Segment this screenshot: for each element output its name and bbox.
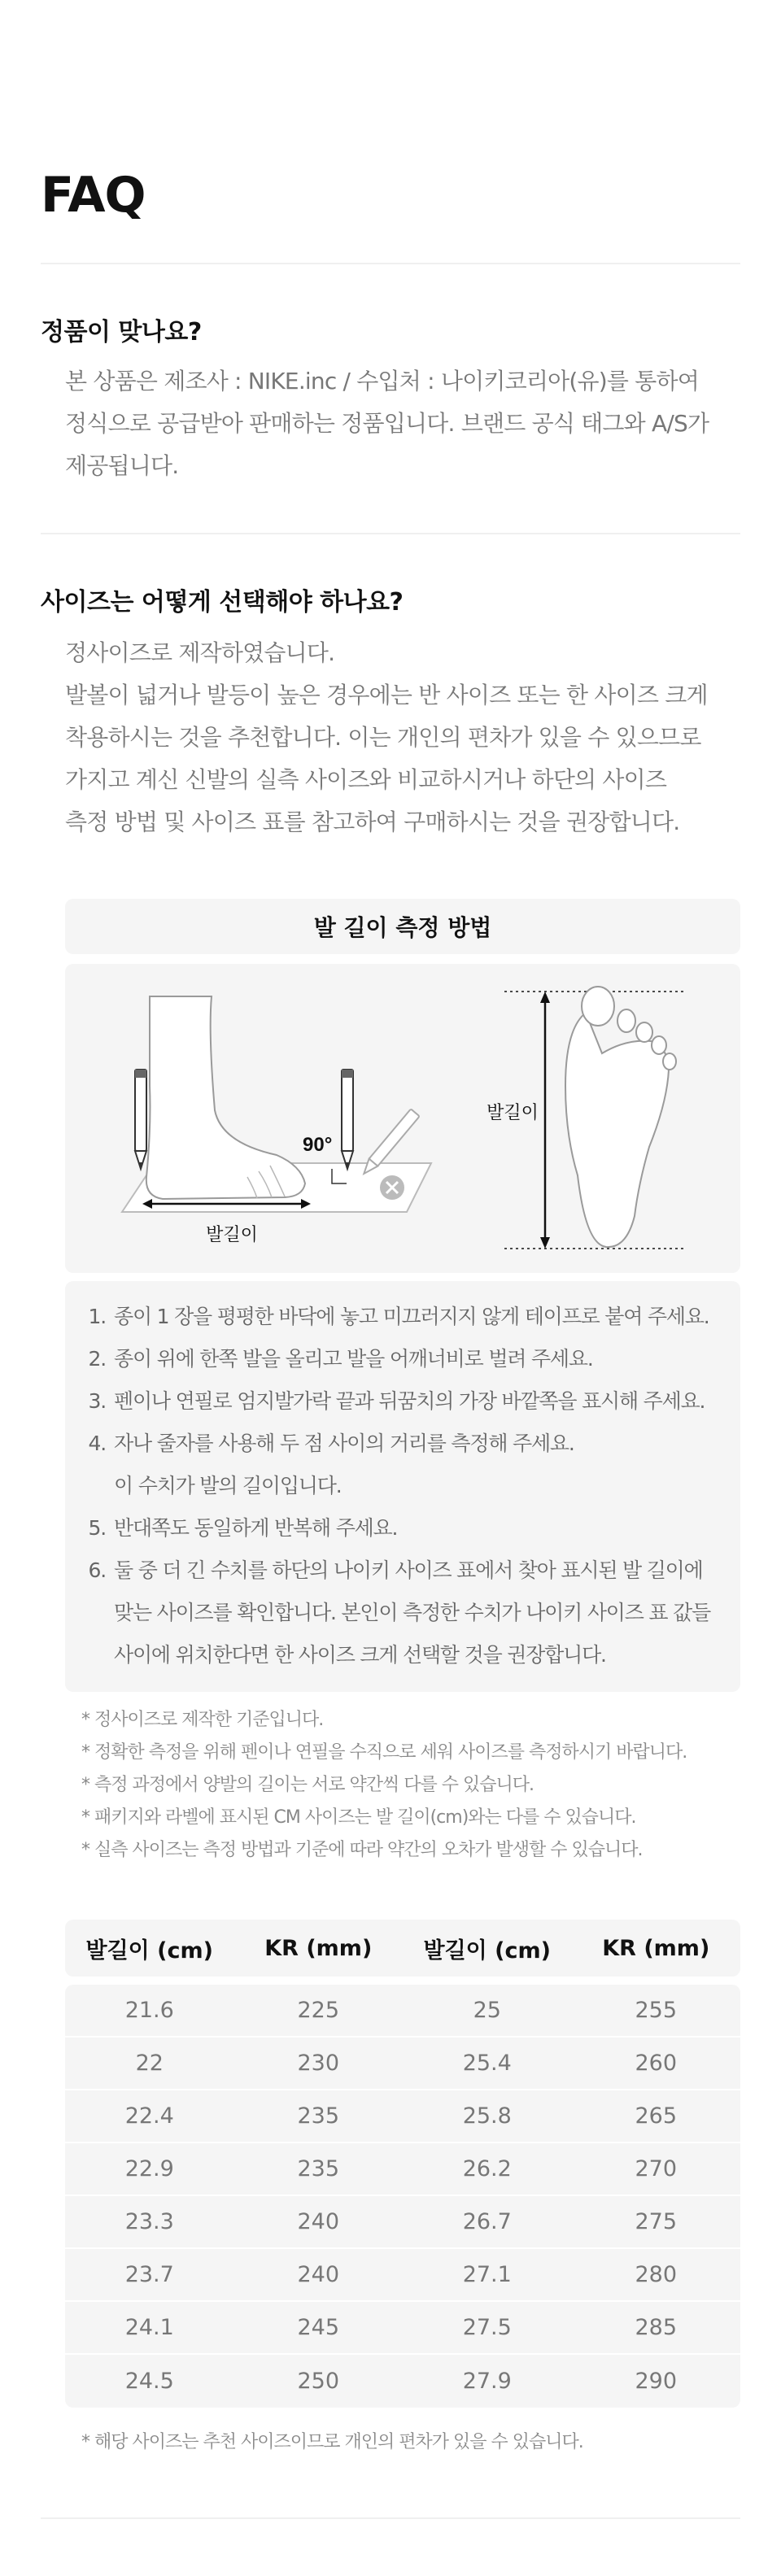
table-cell: 27.9 <box>462 2369 512 2394</box>
faq-answer-size <box>65 632 732 843</box>
table-cell: 280 <box>635 2262 678 2287</box>
answer-line: 본 상품은 제조사 : NIKE.inc / 수입처 : 나이키코리아(유)를 통하여 <box>65 368 699 394</box>
table-row <box>65 1985 740 2038</box>
list-item <box>81 1507 721 1550</box>
column-header: 발길이 (cm) <box>85 1937 213 1964</box>
table-cell: 26.2 <box>462 2156 512 2182</box>
step-number: 2. <box>88 1347 106 1371</box>
table-cell: 270 <box>635 2156 678 2182</box>
answer-line: 발볼이 넓거나 발등이 높은 경우에는 반 사이즈 또는 한 사이즈 크게 <box>65 682 708 708</box>
left-length-label: 발길이 <box>206 1224 258 1244</box>
foot-measure-illustration <box>65 964 740 1273</box>
wrong-x-icon <box>380 1175 404 1200</box>
step-text <box>114 1507 721 1550</box>
step-line: 이 수치가 발의 길이입니다. <box>114 1474 342 1497</box>
size-table <box>65 1920 740 2408</box>
table-row <box>65 2302 740 2355</box>
step-text <box>114 1550 721 1676</box>
table-cell: 275 <box>635 2209 678 2234</box>
table-cell: 21.6 <box>124 1998 174 2023</box>
note: * 실측 사이즈는 측정 방법과 기준에 따라 약간의 오차가 발생할 수 있습니다. <box>81 1840 643 1860</box>
table-cell: 265 <box>635 2103 678 2129</box>
table-cell: 26.7 <box>462 2209 512 2234</box>
answer-line: 가지고 계신 신발의 실측 사이즈와 비교하시거나 하단의 사이즈 <box>65 766 667 793</box>
step-line: 펜이나 연필로 엄지발가락 끝과 뒤꿈치의 가장 바깥쪽을 표시해 주세요. <box>114 1389 705 1413</box>
step-number: 4. <box>88 1432 106 1455</box>
table-cell: 23.7 <box>124 2262 174 2287</box>
table-row <box>65 2249 740 2302</box>
table-cell: 27.5 <box>462 2315 512 2340</box>
note: * 정확한 측정을 위해 펜이나 연필을 수직으로 세워 사이즈를 측정하시기 바랍니다. <box>81 1742 687 1763</box>
table-cell: 25.4 <box>462 2051 512 2076</box>
answer-line: 제공됩니다. <box>65 452 179 479</box>
table-cell: 25.8 <box>462 2103 512 2129</box>
step-line: 사이에 위치한다면 한 사이즈 크게 선택할 것을 권장합니다. <box>114 1643 606 1667</box>
side-foot-illustration <box>146 996 305 1199</box>
list-item <box>81 1338 721 1380</box>
table-cell: 225 <box>297 1998 340 2023</box>
step-line: 종이 위에 한쪽 발을 올리고 발을 어깨너비로 벌려 주세요. <box>114 1347 593 1371</box>
table-cell: 25 <box>473 1998 501 2023</box>
right-pencil-icon <box>342 1070 353 1169</box>
column-header: KR (mm) <box>264 1935 373 1961</box>
table-row <box>65 2143 740 2196</box>
size-table-note: * 해당 사이즈는 추천 사이즈이므로 개인의 편차가 있을 수 있습니다. <box>81 2432 583 2452</box>
step-number: 6. <box>88 1558 106 1582</box>
measure-steps-list <box>65 1281 740 1692</box>
table-cell: 235 <box>297 2103 340 2129</box>
table-cell: 285 <box>635 2315 678 2340</box>
right-length-label: 발길이 <box>486 1102 539 1122</box>
faq-question-size: 사이즈는 어떻게 선택해야 하나요? <box>41 588 404 617</box>
step-line: 맞는 사이즈를 확인합니다. 본인이 측정한 수치가 나이키 사이즈 표 값들 <box>114 1601 711 1624</box>
note: * 패키지와 라벨에 표시된 CM 사이즈는 발 길이(cm)와는 다를 수 있습니다. <box>81 1807 636 1828</box>
table-row <box>65 2038 740 2090</box>
column-header: KR (mm) <box>602 1935 710 1961</box>
column-header: 발길이 (cm) <box>423 1937 551 1964</box>
divider <box>41 263 740 264</box>
table-cell: 260 <box>635 2051 678 2076</box>
list-item <box>81 1423 721 1507</box>
table-cell: 23.3 <box>124 2209 174 2234</box>
table-cell: 24.1 <box>124 2315 174 2340</box>
divider <box>41 2517 740 2519</box>
table-cell: 230 <box>297 2051 340 2076</box>
table-cell: 22.9 <box>124 2156 174 2182</box>
list-item <box>81 1296 721 1338</box>
table-cell: 235 <box>297 2156 340 2182</box>
answer-line: 정식으로 공급받아 판매하는 정품입니다. 브랜드 공식 태그와 A/S가 <box>65 410 709 437</box>
answer-line: 착용하시는 것을 추천합니다. 이는 개인의 편차가 있을 수 있으므로 <box>65 724 701 751</box>
step-number: 1. <box>88 1305 106 1328</box>
list-item <box>81 1550 721 1676</box>
table-cell: 240 <box>297 2262 340 2287</box>
step-text <box>114 1338 721 1380</box>
table-cell: 240 <box>297 2209 340 2234</box>
table-cell: 290 <box>635 2369 678 2394</box>
faq-question-authentic: 정품이 맞나요? <box>41 318 202 347</box>
table-cell: 250 <box>297 2369 340 2394</box>
table-cell: 24.5 <box>124 2369 174 2394</box>
table-cell: 22 <box>135 2051 164 2076</box>
table-cell: 255 <box>635 1998 678 2023</box>
left-pencil-icon <box>135 1070 146 1169</box>
faq-answer-authentic <box>65 360 732 487</box>
table-cell: 27.1 <box>462 2262 512 2287</box>
foot-measure-svg <box>65 964 740 1273</box>
table-row <box>65 2196 740 2249</box>
divider <box>41 533 740 534</box>
measure-notes <box>81 1704 748 1867</box>
length-arrow-vertical <box>540 992 550 1249</box>
table-row <box>65 2355 740 2408</box>
angle-label: 90° <box>303 1134 333 1156</box>
size-table-body <box>65 1985 740 2408</box>
table-cell: 245 <box>297 2315 340 2340</box>
step-line: 자나 줄자를 사용해 두 점 사이의 거리를 측정해 주세요. <box>114 1432 574 1455</box>
answer-line: 측정 방법 및 사이즈 표를 참고하여 구매하시는 것을 권장합니다. <box>65 809 680 835</box>
list-item <box>81 1380 721 1423</box>
note: * 측정 과정에서 양발의 길이는 서로 약간씩 다를 수 있습니다. <box>81 1775 534 1795</box>
table-row <box>65 2090 740 2143</box>
note: * 정사이즈로 제작한 기준입니다. <box>81 1710 324 1730</box>
size-table-header <box>65 1920 740 1977</box>
answer-line: 정사이즈로 제작하였습니다. <box>65 639 335 666</box>
step-text <box>114 1380 721 1423</box>
step-line: 반대쪽도 동일하게 반복해 주세요. <box>114 1516 398 1540</box>
step-number: 3. <box>88 1389 106 1413</box>
measure-title: 발 길이 측정 방법 <box>65 899 740 954</box>
step-number: 5. <box>88 1516 106 1540</box>
step-line: 종이 1 장을 평평한 바닥에 놓고 미끄러지지 않게 테이프로 붙여 주세요. <box>114 1305 709 1328</box>
table-cell: 22.4 <box>124 2103 174 2129</box>
page-title: FAQ <box>41 167 146 224</box>
step-text <box>114 1423 721 1507</box>
step-line: 둘 중 더 긴 수치를 하단의 나이키 사이즈 표에서 찾아 표시된 발 길이에 <box>114 1558 703 1582</box>
step-text <box>114 1296 721 1338</box>
foot-sole-illustration <box>565 987 676 1247</box>
